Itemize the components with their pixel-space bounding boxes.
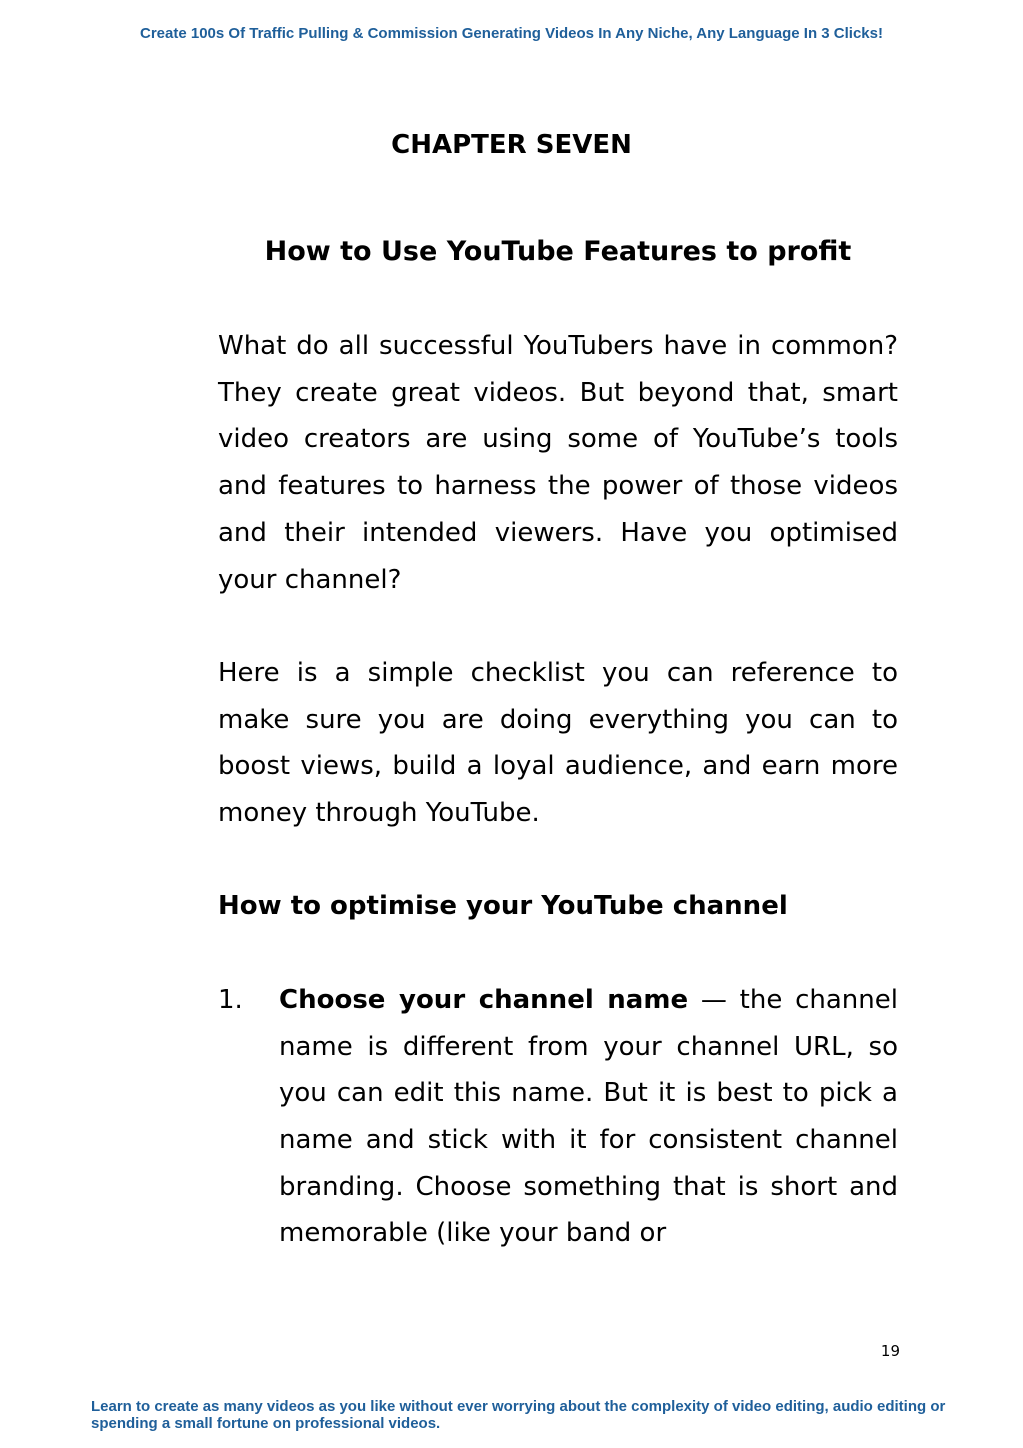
body-paragraph-2: Here is a simple checklist you can reference to make sure you are doing everything you can to boost views, build a loyal audience, and earn more money through YouTube. [218,657,898,829]
body-content [218,323,898,1257]
list-item-number: 1. [218,984,243,1015]
list-item-body [279,977,898,1257]
list-item [218,977,898,1257]
section-heading: How to optimise your YouTube channel [218,891,788,922]
footer-banner: Learn to create as many videos as you like without ever worrying about the complexity of video editing, audio editing or spending a small fortune on professional videos. [91,1398,946,1432]
body-paragraph-1: What do all successful YouTubers have in common? They create great videos. But beyond that, smart video creators are using some of YouTube’s tools and features to harness the power of those videos and their intended viewers. Have you optimised your channel? [218,331,898,595]
chapter-title: How to Use YouTube Features to profit [264,236,852,267]
header-banner: Create 100s Of Traffic Pulling & Commission Generating Videos In Any Niche, Any Language In 3 Clicks! [140,25,883,42]
list-item-text: — the channel name is different from your channel URL, so you can edit this name. But it is best to pick a name and stick with it for consistent channel branding. Choose something that is short and memorable (like your band or [279,984,898,1249]
list-item-lead: Choose your channel name [279,984,689,1015]
chapter-label: CHAPTER SEVEN [391,130,632,160]
page-number: 19 [880,1342,900,1360]
